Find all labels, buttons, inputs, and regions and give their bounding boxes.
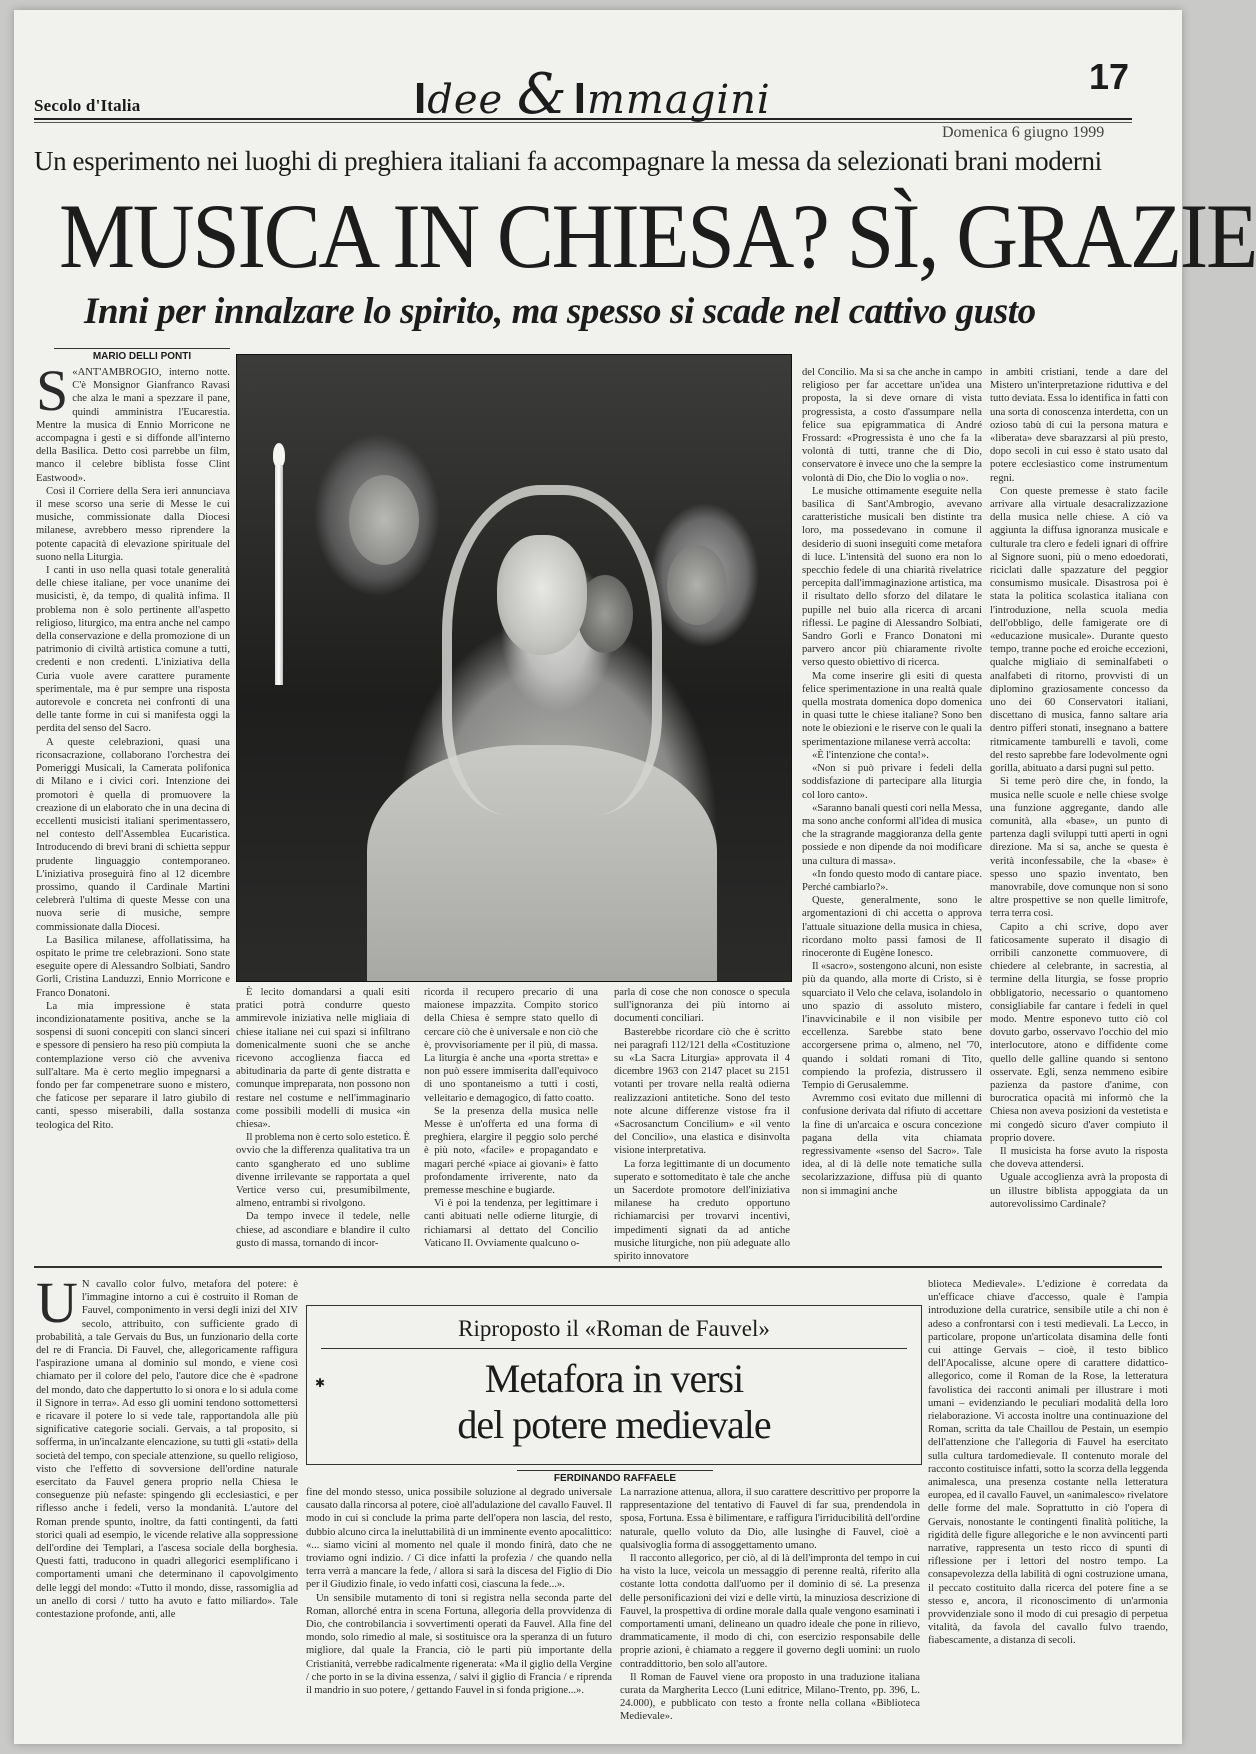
paragraph: Se la presenza della musica nelle Messe è un'offerta ed una forma di preghiera, elargire il peggio solo perché è più noto, «facile» e propagandato e magari perché «piace ai giovani» è fatto profondamente irriverente, nato da premesse meschine e bugiarde. xyxy=(424,1105,598,1197)
issue-date: Domenica 6 giugno 1999 xyxy=(942,124,1105,141)
page-number: 17 xyxy=(1089,56,1130,97)
article-subhead: Inni per innalzare lo spirito, ma spesso si scade nel cattivo gusto xyxy=(84,291,1036,332)
paragraph: Ma come inserire gli esiti di questa felice sperimentazione in una realtà quale quella mostrata domenica dopo domenica in quasi tutte le chiese italiane? Sono ben note le obiezioni e le riserve con le quali la sperimentazione milanese verrà accolta: xyxy=(802,670,982,748)
candle-flame xyxy=(273,443,285,467)
sidebar-dropcap: U xyxy=(36,1270,78,1335)
paragraph: La forza legittimante di un documento superato e sottomeditato è tale che anche un Sacerdote promotore dell'iniziativa milanese ha creduto opportuno richiamarcisi per trovarvi incentivi, impedimenti signati da ad antiche musiche liturgiche, non più adeguate allo spirito innovatore xyxy=(614,1158,790,1263)
newspaper-page xyxy=(14,10,1256,1744)
article-column-2 xyxy=(236,986,410,1256)
paragraph: Da tempo invece il tedele, nelle chiese, ad ascondiare e blandire il culto gusto di massa, tornando di incor- xyxy=(236,1211,410,1249)
paragraph: La mia impressione è stata incondizionatamente positiva, anche se la sospensi di suoni concepiti con slanci sinceri e spessore di pensiero ha reso più compiuta la contemplazione verso ciò che avveniva sull'altare. Ma è certo meglio impegnarsi a fondo per far compenetrare suono e mistero, che faticose per separare il latro giubilo di canti, spesso miserabili, dalla sostanza teologica del Rito. xyxy=(36,1000,230,1131)
paragraph: blioteca Medievale». L'edizione è corredata da un'efficace chiave d'accesso, quale è l'ampia introduzione della curatrice, sensibile utile a chi non è adeso a confrontarsi con i testi medievali. La Lecco, in particolare, propone un'articolata disamina delle fonti cui attinge Gervais – cioè, il testo biblico dell'Apocalisse, alcune opere di carattere didattico-allegorico, come il Roman de la Rose, la letteratura favolistica dei racconti animali per illustrare i moti umani – evidenziando le peculiari modalità della loro rielaborazione. Vi accosta inoltre una continuazione del Roman, scritta da tale Chaillou de Pestain, un esempio dell'attenzione che l'allegoria di Fauvel ha esercitato sulla cultura tardomedievale. Il contenuto morale del racconto costituisce infatti, sotto la scorza della leggenda animalesca, una presenza costante nella letteratura europea, ed il cavallo Fauvel, un «animalesco» rivelatore delle forme del male. Soprattutto in ciò l'opera di Gervais, nonostante le contingenti finalità politiche, la rigidità delle figure allegoriche e le non avvincenti parti narrative, rappresenta un testo ricco di spunti di riflessione per i lettori del nostro tempo. La consapevolezza della labilità di ogni costruzione umana, il peccato costituito dalla ricerca del potere fine a se stesso e, ancora, il riconoscimento di un'armonia provvidenziale sono il modo di cui presagio di perpetua vitalità, da favola del cavallo fulvo traendo, fiabescamente, a distanza di secoli. xyxy=(928,1279,1168,1647)
section-word-1: dee xyxy=(427,77,517,123)
paragraph: Le musiche ottimamente eseguite nella basilica di Sant'Ambrogio, avevano caratteristiche musicali ben distinte tra loro, ma possedevano in comune il desiderio di suoni inseguiti come metafora di luce. L'intensità del suono era non lo specchio fedele di una chiarità rivelatrice percepita dall'immaginazione artistica, ma il risultato dello sforzo del dilatare le pupille nel buio alla ricerca di arcani riflessi. Le pagine di Alessandro Solbiati, Sandro Gorli e Franco Donatoni mi parvero ancor più chiaramente rivolte verso questo obiettivo di ricerca. xyxy=(802,485,982,669)
paragraph: La narrazione attenua, allora, il suo carattere descrittivo per proporre la rappresentazione del tentativo di Fauvel di far sua, prendendola in sposa, Fortuna. Essa è bilimentare, e raffigura l'irriducibilità dell'ordine naturale, quello voluto da Dio, alle lusinghe di Fauvel, cioè a qualsivoglia forma di assoggettamento umano. xyxy=(620,1487,920,1551)
paragraph: I canti in uso nella quasi totale generalità delle chiese italiane, per voce unanime dei musicisti, è, da tempo, di qualità infima. Il problema non è solo pertinente all'aspetto religioso, liturgico, ma entra anche nel campo della conservazione e della promozione di un patrimonio di civiltà artistica comune a tutti, credenti e non credenti. L'iniziativa della Curia vuole avere carattere puramente sperimentale, ma è pur sempre una risposta autorevole e concreta nei confronti di una delle tante forme in cui si manifesta oggi la perdita del senso del Sacro. xyxy=(36,565,230,735)
section-ampersand: & xyxy=(516,62,568,127)
sidebar-kicker: Riproposto il «Roman de Fauvel» xyxy=(458,1316,770,1341)
woman-face xyxy=(497,535,587,655)
paragraph: in ambiti cristiani, tende a dare del Mistero un'interpretazione riduttiva e del tutto deviata. Essa lo identifica in fatti con una sorta di conoscenza interdetta, con un ozioso tabù di cui la persona matura e «liberata» deve sbarazzarsi al più presto, dopo secoli in cui esso è stato usato dal potere ecclesiastico come instrumentum regni. xyxy=(990,367,1168,484)
sidebar-kicker-rule xyxy=(321,1348,907,1349)
sidebar-column-4 xyxy=(928,1278,1168,1734)
paragraph: ricorda il recupero precario di una maionese impazzita. Compito storico della Chiesa è sempre stato quello di cercare ciò che è universale e non ciò che è, provvisoriamente per il più, di massa. La liturgia è anche una «porta stretta» e non può essere immiserita dall'equivoco di uno spontaneismo a tutti i costi, velleitario e demagogico, di fatto coatto. xyxy=(424,987,598,1104)
paragraph: Avremmo così evitato due millenni di confusione derivata dal rifiuto di accettare la fine di un'arcaica e oscura concezione pagana della vita chiamata regressivamente «senso del Sacro». Tale idea, al di là delle note tematiche sulla secolarizzazione, diffusa più di quanto non si immagini anche xyxy=(802,1093,982,1197)
sidebar-title xyxy=(307,1356,921,1448)
article-column-3 xyxy=(424,986,598,1256)
paragraph: Un sensibile mutamento di toni si registra nella seconda parte del Roman, allorché entra in scena Fortuna, allegoria della provvidenza di Dio, che controbilancia i sovvertimenti operati da Fauvel. Alla fine del mondo, solo rimedio al male, si sostituisce ora la speranza di un futuro migliore, dal quale la Francia, ciò le parti più importante della Cristianità, verrebbe radicalmente rigenerata: «Ma il giglio della Vergine / che porto in se la divina essenza, / salvi il giglio di Francia / e riprenda il mandrio in suo potere, / gettando Fauvel in sì fonda prigione...». xyxy=(306,1592,612,1697)
paragraph: parla di cose che non conosce o specula sull'ignoranza dei più intorno ai documenti conciliari. xyxy=(614,987,790,1025)
paragraph: Il racconto allegorico, per ciò, al di là dell'impronta del tempo in cui ha visto la luce, veicola un messaggio di perenne realtà, riferito alla costante lotta condotta dall'uomo per il dominio di sé. La presenza delle personificazioni dei vizi e delle virtù, la minuziosa descrizione di Fauvel, la prospettiva di ordine morale dalla quale vengono esaminati i comportamenti umani, delineano un quadro ideale che pone in rilievo, drammaticamente, il modo di chi, con esercizio responsabile delle proprie azioni, è chiamato a reggere il governo degli uomini: un ruolo contraddittorio, ben solo all'autore. xyxy=(620,1553,920,1670)
paragraph: Vi è poi la tendenza, per legittimare i canti abituati nelle odierne liturgie, di richiamarsi al dettato del Concilio Vaticano II. Ovviamente qualcuno o- xyxy=(424,1198,598,1249)
star-icon: ✱ xyxy=(315,1376,326,1390)
paragraph: Si teme però dire che, in fondo, la musica nelle scuole e nelle chiese svolge una funzione aggregante, dando alle comunità, alla «base», un punto di partenza dagli sviluppi tutti aperti in ogni direzione. Ma si sa, anche se questa è verità inconfessabile, che la «base» è spesso uno spazio inventato, ben manovrabile, dove comunque non si sono altre prospettive se non quelle limitrofe, terra terra così. xyxy=(990,776,1168,920)
paragraph: Queste, generalmente, sono le argomentazioni di chi accetta o approva l'attuale situazione della musica in chiesa, ricordano molto passi famosi de Il rinoceronte di Eugène Ionesco. xyxy=(802,895,982,959)
sidebar-title-line-2: del potere medievale xyxy=(457,1402,771,1447)
candle xyxy=(275,465,283,685)
sidebar-column-3 xyxy=(620,1486,920,1734)
article-column-4 xyxy=(614,986,790,1263)
paragraph: fine del mondo stesso, unica possibile soluzione al degrado universale causato dalla rincorsa al potere, cioè all'adulazione del cavallo Fauvel. Il modo in cui si conclude la prima parte dell'opera non lascia, del resto, dubbio alcuno circa la ineluttabilità di un imminente evento apocalittico: «... siamo vicini al momento nel quale il mondo finirà, dato che ne troviamo ogni indizio. / Ci dice infatti la profezia / che quando nella terra verrà a mancare la fede, / allora si sarà la discesa del Figlio di Dio per il Giudizio finale, io vedo infatti così, ciascuna la fede...». xyxy=(306,1487,612,1591)
paragraph: Il problema non è certo solo estetico. È ovvio che la differenza qualitativa tra un canto sgangherato ed uno sublime divenne irrilevante se rapportata a quel Vertice verso cui, presumibilmente, almeno, entrambi si rivolgono. xyxy=(236,1132,410,1210)
sidebar-headline-box xyxy=(306,1305,922,1484)
paragraph: È lecito domandarsi a quali esiti pratici potrà condurre questo ammirevole iniziativa nelle migliaia di chiese italiane nei cui spazi si infiltrano domenicalmente suoni che se anche ricevono accoglienza fiacca ed abitudinaria da parte di gente distratta e comunque impreparata, non possono non restare nel costume e nell'immaginario come possibili modelli di musica «in chiesa». xyxy=(236,987,410,1131)
paragraph: Così il Corriere della Sera ieri annunciava il mese scorso una serie di Messe le cui musiche, commissionate dalla Diocesi milanese, avrebbero messo riprendere la potente capacità di elevazione spirituale del suono nella Liturgia. xyxy=(36,485,230,563)
paragraph: del Concilio. Ma si sa che anche in campo religioso per far accettare un'idea una proposta, la si deve ornare di vista progressista, a costo d'assumpare nella felice sua epigrammatica di André Frossard: «Progressista è uno che fa la volontà di tutti, tranne che di Dio, conservatore è invece uno che la sempre la volontà di Dio, che Dio lo voglia o no». xyxy=(802,367,982,484)
paragraph: «In fondo questo modo di cantare piace. Perché cambiarlo?». xyxy=(802,868,982,893)
section-divider xyxy=(34,1266,1162,1268)
section-initial-2: I xyxy=(573,74,587,123)
paragraph: Con queste premesse è stato facile arrivare alla virtuale desacralizzazione della musica nelle chiese. A ciò va aggiunta la diffusa ignoranza musicale e culturale tra clero e fedeli ignari di offrire al Signore suoni, più o meno edoedorati, riciclati dalle spazzature del peggior consumismo musicale. Disastrosa poi è stata la politica scolastica italiana con l'introduzione, nella scuola media dell'obbligo, delle famigerate ore di «educazione musicale». Durante questo tempo, tranne poche ed eroiche eccezioni, qualche migliaio di seminalfabeti o analfabeti di ritorno, provvisti di un diplomino graziosamente concesso da uno dei 60 Conservatori italiani, discettano di musica, fanno saltare aria dentro pifferi stonati, insegnano a battere ritmicamente tamburelli e tavoli, come del resto saprebbe fare lodevolmente ogni gorilla, abituato a darsi pugni sul petto. xyxy=(990,485,1168,775)
section-word-2: mmagini xyxy=(587,77,771,123)
background-figure xyxy=(667,545,727,625)
paragraph: N cavallo color fulvo, metafora del potere: è l'immagine intorno a cui è costruito il Roman de Fauvel, componimento in versi degli inizi del XIV secolo, attribuito, con sufficiente grado di probabilità, a tale Gervais du Bus, un funzionario della corte del re di Francia. Di Fauvel, che, allegoricamente raffigura l'aspirazione umana al dominio sul mondo, e viene così chiamato per il colore del pelo, l'autore dice che è «padrone del mondo, dato che dappertutto lo si onora e lo si adula come il Signore in terra». Ad esso gli uomini tendono sottomettersi e ricavare il potere lo si vede tale, rapportandola alle più significative categorie sociali. Gervais, a tal proposito, si sofferma, in un'incalzante elencazione, su tutti gli «stati» della società del tempo, con speciale attenzione, su quello religioso, visto che l'effetto di sovversione dell'ordine naturale esercitato da Fauvel genera proprio nella Chiesa le conseguenze più nefaste: spingendo gli ecclesiastici, e per riflesso anche i fedeli, verso la mondanità. L'autore del Roman prende spunto, inoltre, da fatti contingenti, da fatti storici quali ad esempio, le vicende relative alla soppressione dell'ordine dei Templari, a l'ascesa sociale della borghesia. Questi fatti, traducono in quadri allegorici esemplificano i comportamenti umani che determinano il capovolgimento delle leggi del mondo: «Tutto il mondo, disse, rassomiglia ad un anello di corsi / tutto ha avuto e fatto miliardo». Tale contestazione profonde, anti, alle xyxy=(36,1279,298,1621)
paragraph: «ANT'AMBROGIO, interno notte. C'è Monsignor Gianfranco Ravasi che alza le mani a spezzare il pane, quindi amministra l'Eucarestia. Mentre la musica di Ennio Morricone ne accompagna i gesti e si diffonde all'interno della Basilica. Detto così parrebbe un film, manco il celebre biblista fosse Clint Eastwood». xyxy=(36,367,230,484)
background-figure xyxy=(349,475,419,565)
paragraph: A queste celebrazioni, quasi una riconsacrazione, collaborano l'orchestra dei Pomeriggi Musicali, la Camerata polifonica di Milano e i civici cori. Intenzione dei promotori è quella di promuovere la creazione di un elaborato che in una decina di eccellenti musicisti italiani sperimentassero, nel contesto dell'Assemblea Eucaristica. Introducendo di brevi brani di schietta seppur prudente linguaggio contemporaneo. L'iniziativa proseguirà fino al 12 dicembre prossimo, quando il Cardinale Martini celebrerà l'ultima di queste Messe con una nuova serie di musiche, sempre commissionate dalla Diocesi. xyxy=(36,736,230,933)
article-photo xyxy=(236,354,792,982)
sidebar-title-line-1: Metafora in versi xyxy=(484,1356,744,1401)
section-title xyxy=(414,62,771,127)
article-kicker: Un esperimento nei luoghi di preghiera italiani fa accompagnare la messa da selezionati brani moderni xyxy=(34,146,1102,176)
paragraph: Il «sacro», sostengono alcuni, non esiste più da quando, alla morte di Cristo, si è squarciato il Velo che celava, isolandolo in uno spazio di assoluto mistero, l'inavvicinabile e il non visibile per eccellenza. Sarebbe stato bene accorgersene prima o, almeno, nel '70, quando i soldati romani di Tito, compiendo la profezia, distrussero il Tempio di Gerusalemme. xyxy=(802,961,982,1091)
paragraph: «Saranno banali questi cori nella Messa, ma sono anche conformi all'idea di musica che la stragrande maggioranza della gente possiede e non dipende da noi modificare una cultura di massa». xyxy=(802,802,982,867)
article-column-1 xyxy=(36,358,230,1256)
section-initial-1: I xyxy=(414,74,428,123)
paragraph: Capito a chi scrive, dopo aver faticosamente superato il disagio di orribili canzonette commuovere, di chiedere al celebrante, in sacrestia, al termine della liturgia, se fosse proprio obbligatorio, necessario o quantomeno consigliabile far cantare i fedeli in quel modo. Mentre esponevo tutto ciò col dovuto garbo, osservavo l'occhio del mio interlocutore, atono e diffidente come quello delle galline quando si sentono osservate. Egli, senza nemmeno esibire pazienza da pastore d'anime, con burocratica opacità mi informò che la Chiesa non aveva posizioni da vestetista e mi congedò sicuro d'aver compiuto il proprio dovere. xyxy=(990,921,1168,1144)
paragraph: «Non si può privare i fedeli della soddisfazione di partecipare alla liturgia col loro canto». xyxy=(802,763,982,801)
paragraph: La Basilica milanese, affollatissima, ha ospitato le prime tre celebrazioni. Sono state eseguite opere di Alessandro Solbiati, Sandro Gorli, Cristina Landuzzi, Ennio Morricone e Franco Donatoni. xyxy=(36,934,230,999)
sidebar-column-2 xyxy=(306,1486,612,1734)
paragraph: «È l'intenzione che conta!». xyxy=(812,749,929,761)
article-column-5 xyxy=(802,366,982,1256)
sidebar-byline: FERDINANDO RAFFAELE xyxy=(517,1470,713,1484)
paragraph: Il musicista ha forse avuto la risposta che doveva attendersi. xyxy=(990,1145,1168,1171)
paragraph: Uguale accoglienza avrà la proposta di un illustre biblista appoggiata da un autorevolissimo Cardinale? xyxy=(990,1172,1168,1210)
article-dropcap: S xyxy=(36,358,69,423)
article-column-6 xyxy=(990,366,1168,1256)
article-headline: MUSICA IN CHIESA? SÌ, GRAZIE xyxy=(59,185,1256,287)
article-byline: MARIO DELLI PONTI xyxy=(54,348,230,362)
sidebar-column-1 xyxy=(36,1270,298,1734)
newspaper-name: Secolo d'Italia xyxy=(34,96,141,115)
paragraph: Basterebbe ricordare ciò che è scritto nei paragrafi 112/121 della «Costituzione su «La Sacra Liturgia» approvata il 4 dicembre 1963 con 2147 placet su 2151 votanti per trovare nella realtà odierna realizzazioni antitetiche. Sono del testo note alcune differenze vistose fra il «Sacrosanctum Concilium» e «il vento del Concilio», una elastica e disinvolta visione interpretativa. xyxy=(614,1026,790,1157)
paragraph: Il Roman de Fauvel viene ora proposto in una traduzione italiana curata da Margherita Lecco (Luni editrice, Milano-Trento, pp. 396, L. 24.000), e pubblicato con testo a fronte nella collana «Biblioteca Medievale». xyxy=(620,1671,920,1723)
